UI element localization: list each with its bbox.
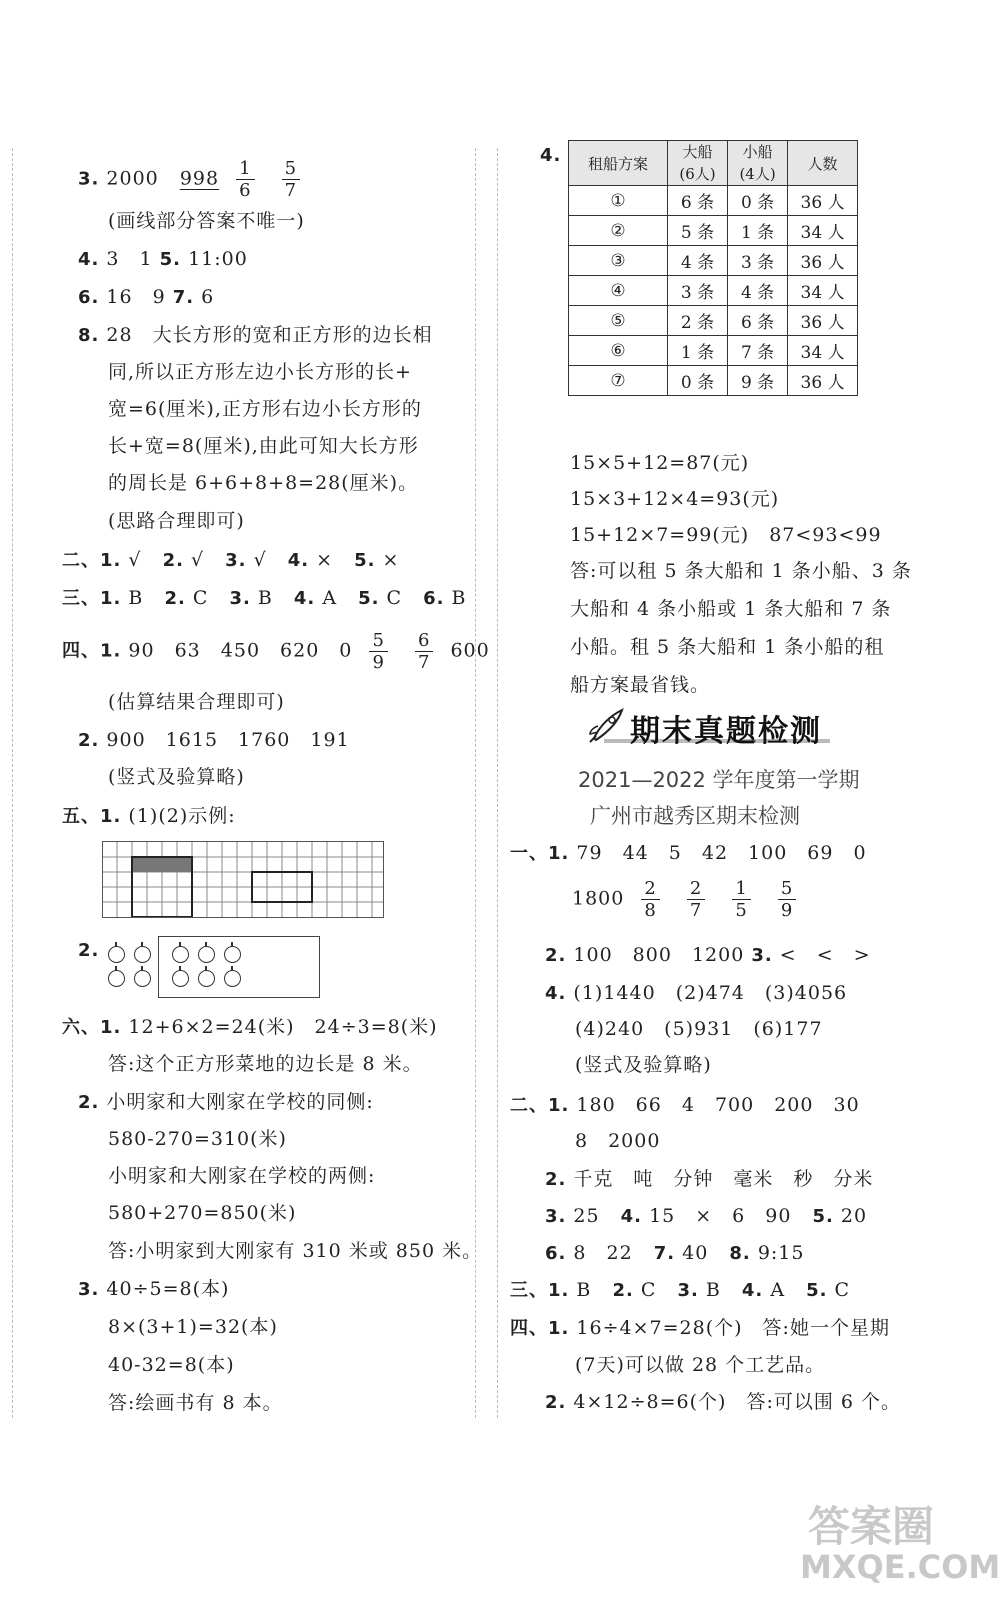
table-row: ② 5 条 1 条 34 人 — [569, 216, 858, 246]
section-6-q2-line: 580-270=310(米) — [108, 1128, 287, 1150]
section-6-q3-line: 40-32=8(本) — [108, 1354, 235, 1376]
fraction: $\frac{2}{7}$ — [687, 878, 705, 921]
calc-line: 15+12×7=99(元) 87<93<99 — [570, 524, 882, 546]
table-header: 大船 (6人) — [667, 141, 727, 186]
exam-section-2-line2: 8 2000 — [575, 1130, 661, 1152]
answer-8: 8. 28 大长方形的宽和正方形的边长相 — [78, 324, 433, 346]
answer-8-line: 同,所以正方形左边小长方形的长+ — [108, 361, 412, 383]
section-6: 六、1. 12+6×2=24(米) 24÷3=8(米) — [62, 1016, 438, 1038]
watermark-logo: 答案圈 — [808, 1502, 935, 1551]
section-3: 三、1. B 2. C 3. B 4. A 5. C 6. B — [62, 587, 467, 609]
exam-section-1-line2: 1800 $\frac{2}{8}$ $\frac{2}{7}$ $\frac{1}{5}$ $\frac{5}{9}$ — [572, 878, 806, 921]
exam-section-4: 四、1. 16÷4×7=28(个) 答:她一个星期 — [510, 1317, 890, 1339]
section-6-q3-line: 答:绘画书有 8 本。 — [108, 1392, 283, 1414]
fraction: $\frac{5}{7}$ — [282, 158, 300, 201]
table-row: ④ 3 条 4 条 34 人 — [569, 276, 858, 306]
fraction: $\frac{6}{7}$ — [415, 630, 433, 673]
exam-2-q3-q5: 3. 25 4. 15 × 6 90 5. 20 — [545, 1205, 868, 1227]
section-5: 五、1. (1)(2)示例: — [62, 805, 236, 827]
exam-1-q4: 4. (1)1440 (2)474 (3)4056 — [545, 982, 848, 1004]
answer-3: 3. 2000 998 $\frac{1}{6}$ $\frac{5}{7}$ — [78, 158, 310, 201]
answer-6-7: 6. 16 9 7. 6 — [78, 286, 215, 308]
exam-section-4-line2: (7天)可以做 28 个工艺品。 — [575, 1354, 826, 1376]
school-year: 2021—2022 学年度第一学期 — [578, 768, 860, 792]
exam-4-q2: 2. 4×12÷8=6(个) 答:可以围 6 个。 — [545, 1391, 902, 1413]
exam-section-3: 三、1. B 2. C 3. B 4. A 5. C — [510, 1279, 851, 1301]
section-4-q2-note: (竖式及验算略) — [108, 766, 245, 788]
answer-8-line: 的周长是 6+6+8+8=28(厘米)。 — [108, 472, 419, 494]
apple-icon — [172, 946, 189, 963]
exam-title: 广州市越秀区期末检测 — [590, 804, 800, 828]
section-4-q2: 2. 900 1615 1760 191 — [78, 729, 350, 751]
fraction: $\frac{5}{9}$ — [778, 878, 796, 921]
fraction: $\frac{1}{5}$ — [732, 878, 750, 921]
calc-line: 15×3+12×4=93(元) — [570, 488, 780, 510]
column-divider-right — [497, 148, 498, 1418]
calc-answer: 答:可以租 5 条大船和 1 条小船、3 条 — [570, 560, 912, 582]
grid-figure-svg — [103, 842, 383, 917]
fraction: $\frac{1}{6}$ — [236, 158, 254, 201]
apple-icon — [198, 946, 215, 963]
table-row: ③ 4 条 3 条 36 人 — [569, 246, 858, 276]
table-row: ⑦ 0 条 9 条 36 人 — [569, 366, 858, 396]
apple-icon — [172, 970, 189, 987]
exam-1-q4-note: (竖式及验算略) — [575, 1054, 712, 1076]
section-6-answer: 答:这个正方形菜地的边长是 8 米。 — [108, 1053, 423, 1075]
table-header: 人数 — [788, 141, 858, 186]
table-header: 租船方案 — [569, 141, 668, 186]
answer-4-5: 4. 3 1 5. 11:00 — [78, 248, 248, 270]
watermark-url: MXQE.COM — [800, 1548, 1000, 1586]
section-6-q2-line: 小明家和大刚家在学校的两侧: — [108, 1165, 376, 1187]
exam-section-2: 二、1. 180 66 4 700 200 30 — [510, 1094, 860, 1116]
apple-icon — [224, 946, 241, 963]
calc-answer: 小船。租 5 条大船和 1 条小船的租 — [570, 636, 885, 658]
apple-icon — [134, 946, 151, 963]
table-row: ⑤ 2 条 6 条 36 人 — [569, 306, 858, 336]
fraction: $\frac{5}{9}$ — [369, 630, 387, 673]
answer-8-line: 长+宽=8(厘米),由此可知大长方形 — [108, 435, 419, 457]
exam-2-q6-q8: 6. 8 22 7. 40 8. 9:15 — [545, 1242, 805, 1264]
exam-section-1: 一、1. 79 44 5 42 100 69 0 — [510, 842, 867, 864]
section-banner: 期末真题检测 — [630, 714, 822, 749]
apple-icon — [108, 970, 125, 987]
boat-rental-table — [568, 140, 858, 396]
exam-1-q2-q3: 2. 100 800 1200 3. < < > — [545, 944, 871, 966]
calc-answer: 船方案最省钱。 — [570, 674, 711, 696]
exam-1-q4-line2: (4)240 (5)931 (6)177 — [575, 1018, 823, 1040]
apple-icon — [134, 970, 151, 987]
table-row: ⑥ 1 条 7 条 34 人 — [569, 336, 858, 366]
apple-icon — [224, 970, 241, 987]
answer-8-note: (思路合理即可) — [108, 510, 245, 532]
section-2: 二、1. √ 2. √ 3. √ 4. × 5. × — [62, 549, 400, 571]
answer-8-line: 宽=6(厘米),正方形右边小长方形的 — [108, 398, 422, 420]
apple-icon — [108, 946, 125, 963]
left-margin-rule — [12, 148, 13, 1418]
calc-answer: 大船和 4 条小船或 1 条大船和 7 条 — [570, 598, 892, 620]
section-5-q2: 2. — [78, 940, 100, 961]
section-4: 四、1. 90 63 450 620 0 $\frac{5}{9}$ $\frac{6}{7}$ 600 — [62, 630, 490, 673]
exam-2-q2: 2. 千克 吨 分钟 毫米 秒 分米 — [545, 1168, 874, 1190]
table-row: ① 6 条 0 条 36 人 — [569, 186, 858, 216]
section-4-note: (估算结果合理即可) — [108, 691, 285, 713]
apple-icon — [198, 970, 215, 987]
section-6-q2-line: 580+270=850(米) — [108, 1202, 297, 1224]
fraction: $\frac{2}{8}$ — [641, 878, 659, 921]
section-6-q3-line: 8×(3+1)=32(本) — [108, 1316, 278, 1338]
note-underline: (画线部分答案不唯一) — [108, 210, 305, 232]
calc-line: 15×5+12=87(元) — [570, 452, 750, 474]
answer-4-label: 4. — [540, 145, 562, 166]
section-6-q2-line: 答:小明家到大刚家有 310 米或 850 米。 — [108, 1240, 483, 1262]
section-6-q3: 3. 40÷5=8(本) — [78, 1278, 230, 1300]
section-6-q2: 2. 小明家和大刚家在学校的同侧: — [78, 1091, 374, 1113]
grid-figure — [102, 841, 384, 918]
column-divider-left — [475, 148, 476, 1418]
table-header: 小船 (4人) — [728, 141, 788, 186]
